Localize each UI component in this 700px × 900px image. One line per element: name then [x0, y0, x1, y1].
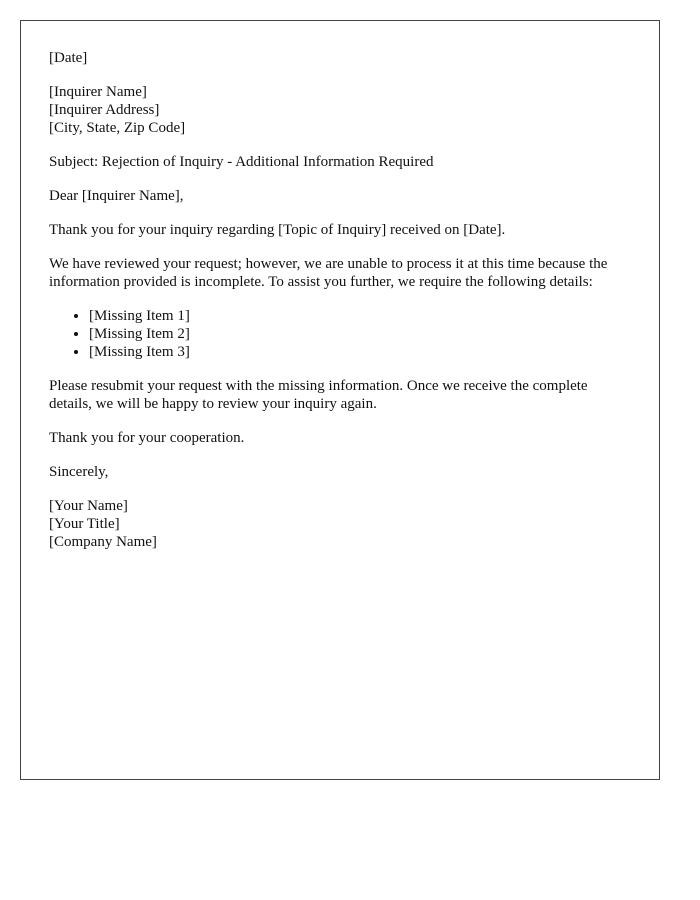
body-paragraph-thanks: Thank you for your inquiry regarding [Topic of Inquiry] received on [Date]. — [49, 222, 506, 238]
signature-company: [Company Name] — [49, 534, 157, 550]
missing-item: • [Missing Item 3] — [89, 343, 631, 361]
body-paragraph-incomplete: We have reviewed your request; however, we are unable to process it at this time because the information provided is incomplete. To assist you further, we require the following details: — [49, 256, 608, 290]
subject-line: Subject: Rejection of Inquiry - Additional Information Required — [49, 154, 434, 170]
recipient-name: [Inquirer Name] — [49, 84, 147, 100]
recipient-city-state-zip: [City, State, Zip Code] — [49, 120, 186, 136]
sign-off: Sincerely, — [49, 464, 109, 480]
signature-name: [Your Name] — [49, 498, 128, 514]
body-paragraph-resubmit: Please resubmit your request with the missing information. Once we receive the complete details, we will be happy to review your inquiry again. — [49, 378, 588, 412]
recipient-address-block — [49, 83, 631, 137]
body-paragraph-cooperation: Thank you for your cooperation. — [49, 430, 245, 446]
missing-item: • [Missing Item 1] — [89, 307, 631, 325]
missing-items-list — [49, 307, 631, 361]
missing-item: • [Missing Item 2] — [89, 325, 631, 343]
signature-title: [Your Title] — [49, 516, 120, 532]
recipient-address: [Inquirer Address] — [49, 102, 160, 118]
letter-date — [49, 49, 631, 67]
date-text: [Date] — [49, 50, 88, 66]
letter-page — [20, 20, 660, 780]
salutation: Dear [Inquirer Name], — [49, 188, 184, 204]
signature-block — [49, 497, 631, 551]
